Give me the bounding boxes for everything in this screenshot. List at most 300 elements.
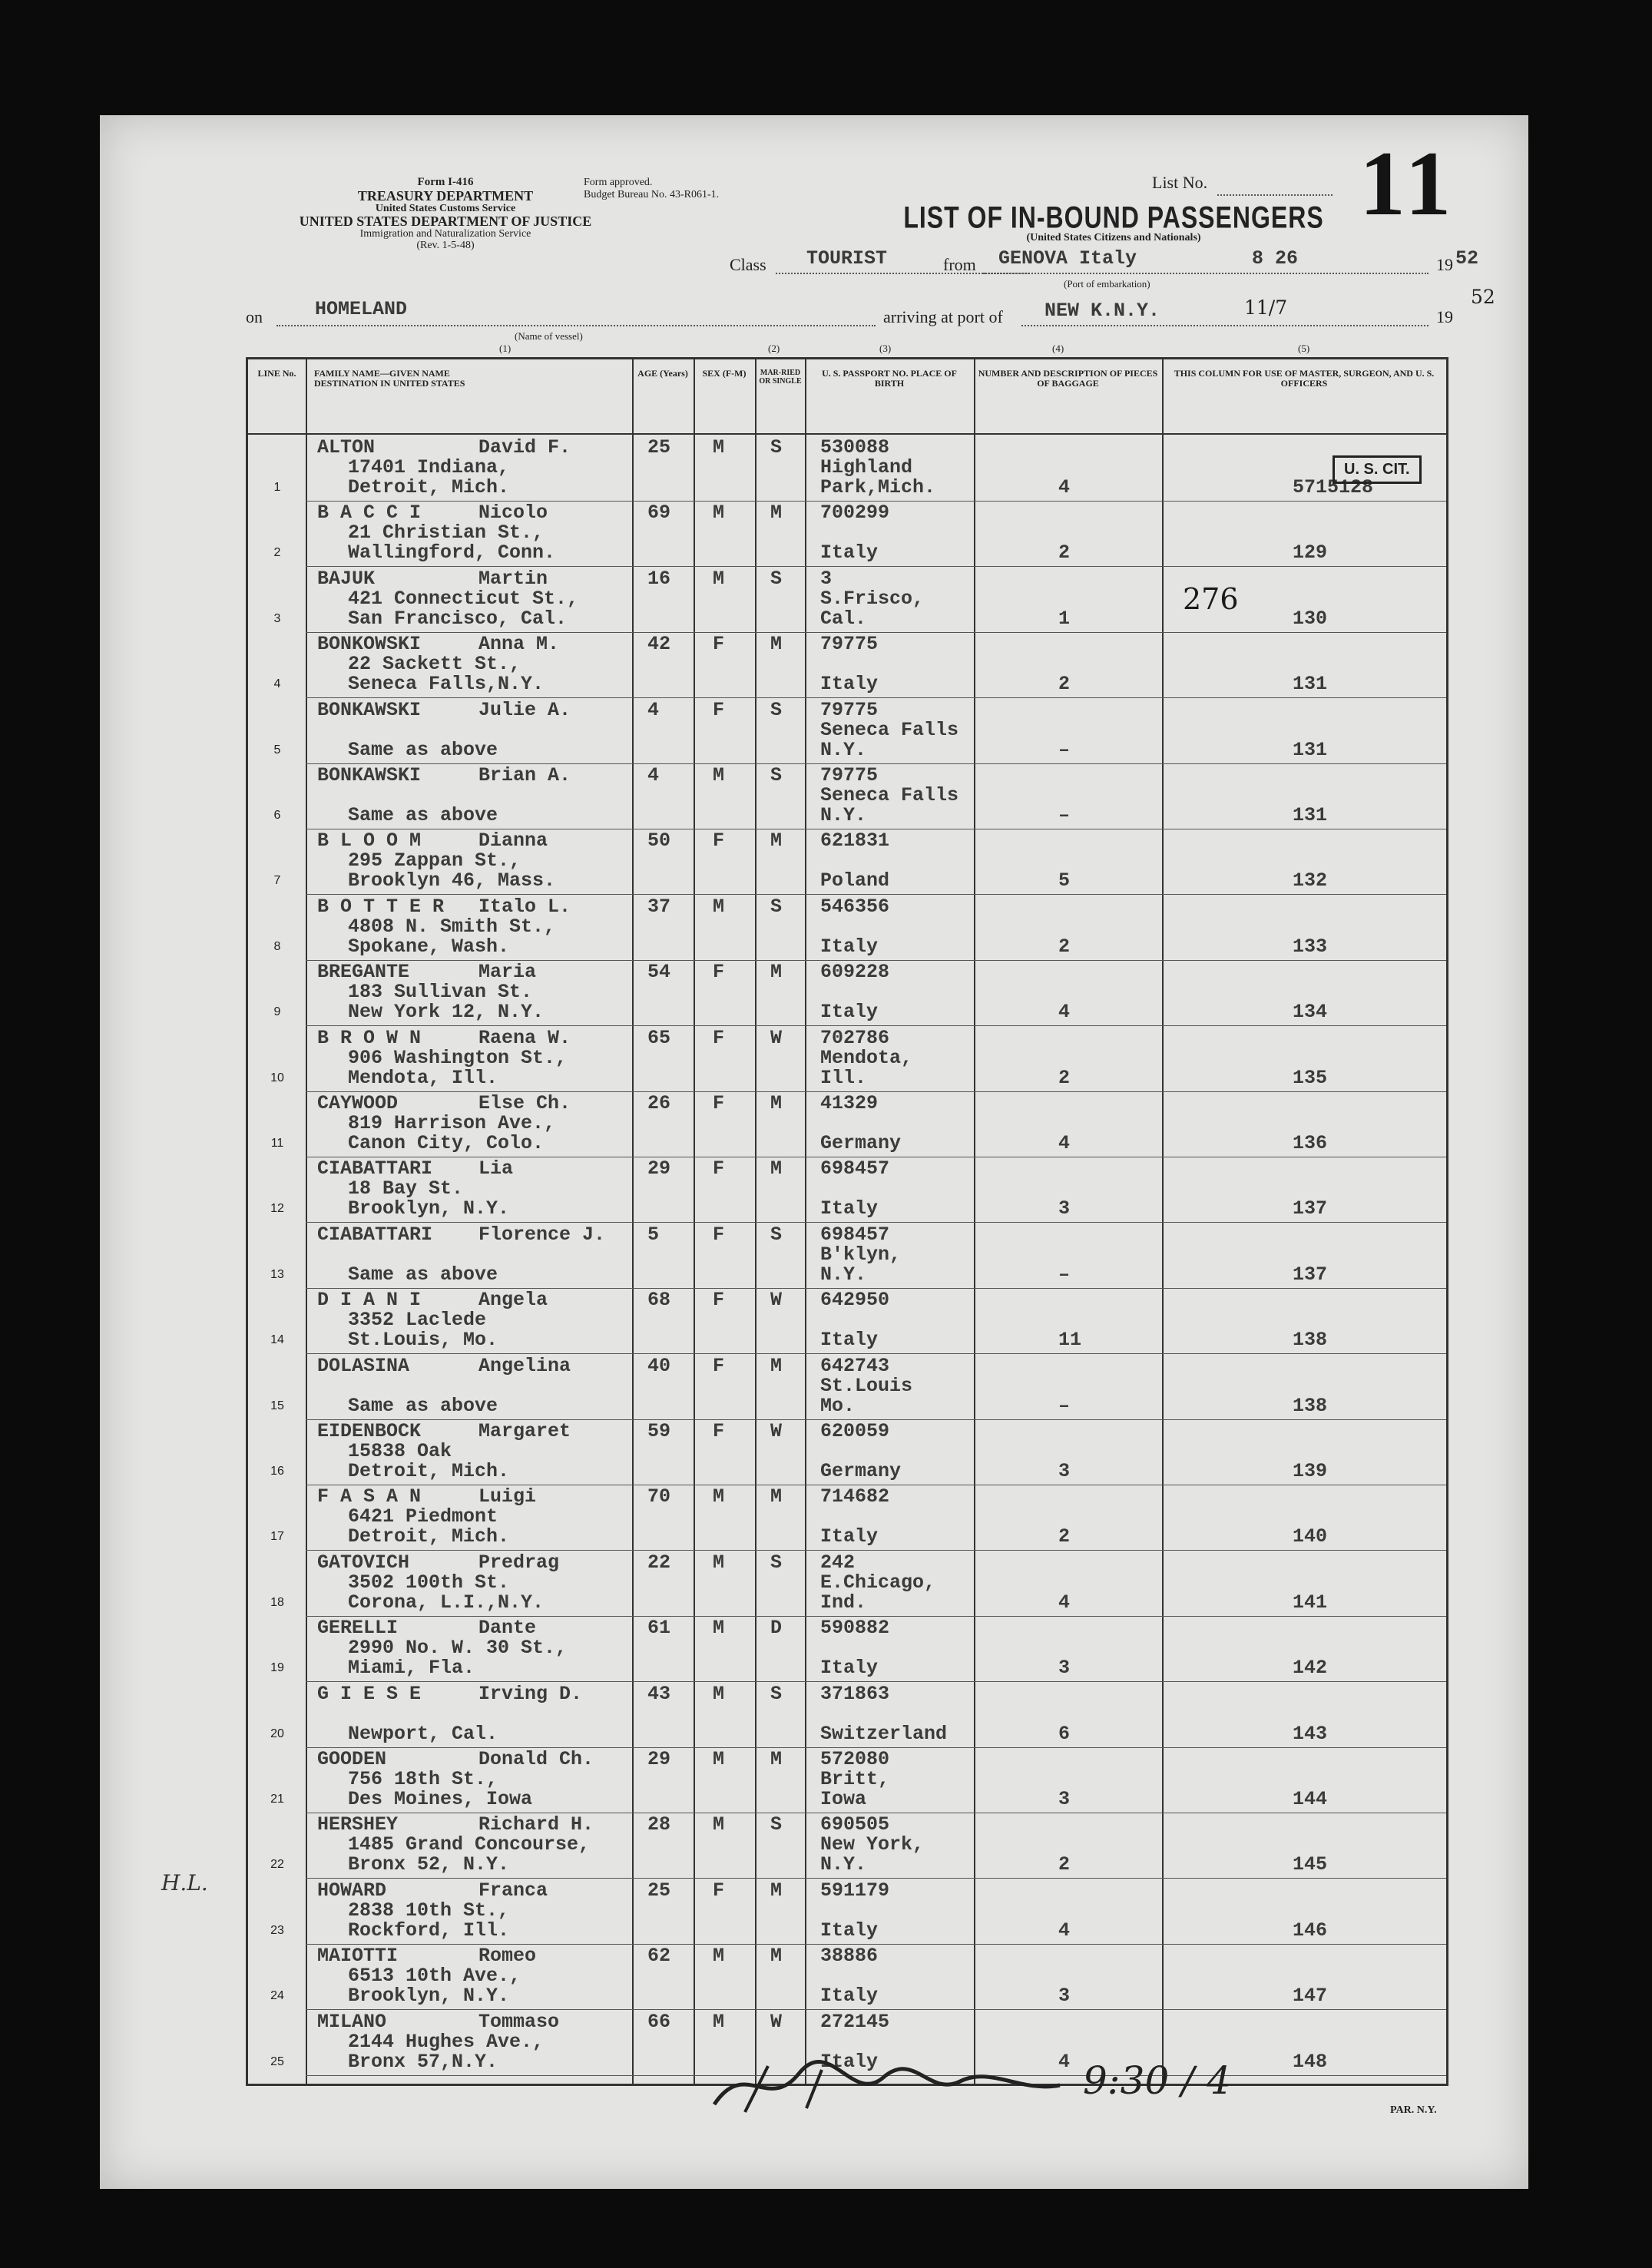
- age: 16: [647, 567, 671, 590]
- sex: M: [713, 567, 725, 590]
- passport-no: 371863: [820, 1682, 890, 1705]
- header-officers: THIS COLUMN FOR USE OF MASTER, SURGEON, AND U. S. OFFICERS: [1174, 368, 1435, 389]
- baggage-count: –: [1058, 1394, 1071, 1417]
- officer-number: 131: [1293, 673, 1328, 696]
- address-line2: Same as above: [348, 738, 498, 761]
- marital-status: S: [770, 1682, 783, 1705]
- given-name: Julie A.: [478, 698, 571, 721]
- baggage-count: 2: [1058, 1853, 1071, 1876]
- birth-place-1: Britt,: [820, 1768, 890, 1790]
- marital-status: W: [770, 1289, 783, 1312]
- line-number: 15: [270, 1399, 284, 1412]
- address-line2: Detroit, Mich.: [348, 476, 510, 498]
- list-number: 11: [1359, 132, 1456, 234]
- officer-number: 148: [1293, 2050, 1328, 2073]
- birth-place-1: New York,: [820, 1833, 925, 1856]
- given-name: Predrag: [478, 1551, 560, 1574]
- ins-service: Immigration and Naturalization Service: [359, 228, 531, 240]
- sex: M: [713, 1551, 725, 1574]
- officer-number: 136: [1293, 1132, 1328, 1154]
- page-subtitle: (United States Citizens and Nationals): [1026, 232, 1201, 243]
- line-number: 13: [270, 1267, 284, 1281]
- list-no-rule: [1217, 194, 1333, 196]
- address-line2: St.Louis, Mo.: [348, 1329, 498, 1352]
- family-name: CIABATTARI: [317, 1223, 433, 1246]
- table-row: [248, 1748, 1446, 1813]
- line-number: 21: [270, 1793, 284, 1806]
- marital-status: S: [770, 436, 783, 459]
- given-name: Lia: [478, 1157, 514, 1180]
- marital-status: S: [770, 698, 783, 721]
- marital-status: W: [770, 1026, 783, 1049]
- marital-status: S: [770, 1223, 783, 1246]
- sex: F: [713, 1354, 725, 1377]
- marital-status: S: [770, 1551, 783, 1574]
- table-row: [248, 502, 1446, 567]
- birth-place-2: Italy: [820, 2050, 879, 2073]
- family-name: MAIOTTI: [317, 1945, 399, 1968]
- officer-number: 137: [1293, 1197, 1328, 1220]
- passport-no: 79775: [820, 698, 879, 721]
- address-line2: Detroit, Mich.: [348, 1460, 510, 1482]
- marital-status: S: [770, 567, 783, 590]
- sex: F: [713, 1223, 725, 1246]
- birth-place-2: Italy: [820, 541, 879, 565]
- line-number: 1: [273, 481, 281, 494]
- sex: F: [713, 1092, 725, 1114]
- address-line2: New York 12, N.Y.: [348, 1001, 545, 1024]
- line-number: 8: [273, 939, 281, 953]
- arrival-date: 11/7: [1244, 296, 1288, 319]
- address-line1: 4808 N. Smith St.,: [348, 915, 556, 938]
- age: 29: [647, 1748, 671, 1770]
- given-name: Else Ch.: [478, 1092, 571, 1114]
- line-number: 23: [270, 1923, 284, 1937]
- given-name: Margaret: [478, 1420, 571, 1442]
- family-name: BONKOWSKI: [317, 633, 422, 656]
- embark-date: 8 26: [1252, 247, 1299, 270]
- birth-place-2: Poland: [820, 869, 890, 892]
- age: 59: [647, 1420, 671, 1442]
- address-line1: 3502 100th St.: [348, 1571, 510, 1594]
- address-line2: Bronx 52, N.Y.: [348, 1853, 510, 1876]
- baggage-count: –: [1058, 1263, 1071, 1286]
- address-line2: Des Moines, Iowa: [348, 1788, 533, 1810]
- passport-no: 702786: [820, 1026, 890, 1049]
- header-sex: SEX (F-M): [702, 368, 747, 379]
- passport-no: 41329: [820, 1092, 879, 1114]
- sex: M: [713, 502, 725, 525]
- birth-place-2: Germany: [820, 1132, 902, 1154]
- address-line2: Detroit, Mich.: [348, 1525, 510, 1548]
- form-approved: [584, 177, 719, 201]
- baggage-count: 4: [1058, 1591, 1071, 1614]
- class-value: TOURIST: [806, 247, 888, 270]
- birth-place-2: Italy: [820, 673, 879, 696]
- table-row: [248, 1223, 1446, 1289]
- officer-number: 131: [1293, 804, 1328, 826]
- line-number: 17: [270, 1530, 284, 1544]
- vessel-name: HOMELAND: [315, 298, 408, 320]
- year-value-2: 52: [1471, 286, 1495, 308]
- officer-number: 138: [1293, 1394, 1328, 1417]
- page-title: LIST OF IN-BOUND PASSENGERS: [903, 200, 1324, 234]
- sex: F: [713, 1289, 725, 1312]
- marital-status: M: [770, 1945, 783, 1968]
- table-row: [248, 633, 1446, 698]
- address-line1: 906 Washington St.,: [348, 1046, 568, 1069]
- birth-place-2: Italy: [820, 1197, 879, 1220]
- printer-mark: PAR. N.Y.: [1390, 2104, 1437, 2116]
- passport-no: 698457: [820, 1223, 890, 1246]
- address-line1: 17401 Indiana,: [348, 456, 510, 478]
- birth-place-2: Italy: [820, 1919, 879, 1942]
- age: 37: [647, 895, 671, 918]
- us-citizen-stamp: U. S. CIT.: [1333, 455, 1422, 484]
- passport-no: 242: [820, 1551, 856, 1574]
- age: 4: [647, 698, 660, 721]
- marital-status: S: [770, 764, 783, 786]
- table-row: [248, 1289, 1446, 1354]
- birth-place-1: S.Frisco,: [820, 587, 925, 610]
- birth-place-2: N.Y.: [820, 738, 867, 761]
- passport-no: 609228: [820, 961, 890, 984]
- line-number: 24: [270, 1989, 284, 2003]
- age: 25: [647, 436, 671, 459]
- line-number: 18: [270, 1595, 284, 1609]
- treasury-dept: TREASURY DEPARTMENT: [357, 187, 534, 204]
- marital-status: M: [770, 1748, 783, 1770]
- baggage-count: 4: [1058, 1919, 1071, 1942]
- given-name: Italo L.: [478, 895, 571, 918]
- birth-place-2: Italy: [820, 1329, 879, 1352]
- address-line2: Same as above: [348, 1263, 498, 1286]
- col-num-3: (3): [879, 343, 892, 354]
- table-row: [248, 1683, 1446, 1748]
- passport-no: 642950: [820, 1289, 890, 1312]
- family-name: GERELLI: [317, 1617, 399, 1640]
- budget-bureau-line: Budget Bureau No. 43-R061-1.: [584, 189, 720, 201]
- given-name: Donald Ch.: [478, 1748, 594, 1770]
- table-row: [248, 1813, 1446, 1879]
- age: 68: [647, 1289, 671, 1312]
- officer-number: 133: [1293, 935, 1328, 958]
- family-name: B L O O M: [317, 829, 422, 853]
- address-line2: Newport, Cal.: [348, 1722, 498, 1745]
- officer-number: 145: [1293, 1853, 1328, 1876]
- given-name: Tommaso: [478, 2010, 560, 2033]
- marital-status: M: [770, 829, 783, 853]
- officer-number: 137: [1293, 1263, 1328, 1286]
- line-number: 20: [270, 1727, 284, 1740]
- given-name: Angelina: [478, 1354, 571, 1377]
- officer-number: 140: [1293, 1525, 1328, 1548]
- officer-number: 146: [1293, 1919, 1328, 1942]
- marital-status: M: [770, 1092, 783, 1114]
- header-line: LINE No.: [257, 368, 296, 379]
- birth-place-2: Italy: [820, 1657, 879, 1680]
- line-number: 22: [270, 1858, 284, 1872]
- from-rule: [983, 273, 1429, 274]
- age: 40: [647, 1354, 671, 1377]
- form-number: Form I-416: [417, 176, 474, 188]
- address-line2: Rockford, Ill.: [348, 1919, 510, 1942]
- manifest-sheet: [100, 115, 1528, 2189]
- table-row: [248, 961, 1446, 1026]
- address-line2: Same as above: [348, 804, 498, 826]
- family-name: GOODEN: [317, 1748, 387, 1770]
- birth-place-2: N.Y.: [820, 1853, 867, 1876]
- given-name: Luigi: [478, 1485, 537, 1508]
- passport-no: 590882: [820, 1617, 890, 1640]
- line-number: 11: [270, 1137, 284, 1150]
- officer-signature: [699, 2051, 1237, 2124]
- birth-place-1: E.Chicago,: [820, 1571, 936, 1594]
- table-row: [248, 896, 1446, 961]
- address-line1: 756 18th St.,: [348, 1768, 498, 1790]
- baggage-count: –: [1058, 738, 1071, 761]
- birth-place-2: Park,Mich.: [820, 476, 936, 498]
- given-name: Irving D.: [478, 1682, 583, 1705]
- given-name: Brian A.: [478, 764, 571, 786]
- sex: F: [713, 829, 725, 853]
- col-num-1: (1): [499, 343, 511, 354]
- passport-no: 79775: [820, 633, 879, 656]
- birth-place-2: N.Y.: [820, 804, 867, 826]
- family-name: EIDENBOCK: [317, 1420, 422, 1442]
- line-number: 25: [270, 2054, 284, 2068]
- col-num-4: (4): [1052, 343, 1064, 354]
- sex: M: [713, 1945, 725, 1968]
- passport-no: 272145: [820, 2010, 890, 2033]
- age: 42: [647, 633, 671, 656]
- address-line2: Brooklyn 46, Mass.: [348, 869, 556, 892]
- justice-dept: UNITED STATES DEPARTMENT OF JUSTICE: [299, 214, 592, 230]
- address-line2: Seneca Falls,N.Y.: [348, 673, 545, 696]
- officer-number: 5715128: [1293, 476, 1374, 498]
- birth-place-2: Italy: [820, 1001, 879, 1024]
- address-line1: 421 Connecticut St.,: [348, 587, 579, 610]
- baggage-count: 2: [1058, 673, 1071, 696]
- header-passport: U. S. PASSPORT NO. PLACE OF BIRTH: [822, 368, 957, 389]
- header-name: FAMILY NAME—GIVEN NAME DESTINATION IN UNITED STATES: [314, 368, 465, 389]
- given-name: Dianna: [478, 829, 548, 853]
- table-row: [248, 1617, 1446, 1682]
- birth-place-2: Ind.: [820, 1591, 867, 1614]
- passport-no: 3: [820, 567, 833, 590]
- birth-place-2: Italy: [820, 1985, 879, 2008]
- year-prefix-2: 19: [1436, 307, 1453, 326]
- address-line1: 295 Zappan St.,: [348, 849, 521, 872]
- address-line2: Miami, Fla.: [348, 1657, 475, 1680]
- birth-place-1: St.Louis: [820, 1374, 913, 1397]
- sex: M: [713, 1813, 725, 1836]
- line-number: 19: [270, 1661, 284, 1675]
- line-number: 9: [273, 1005, 281, 1019]
- table-row: [248, 1485, 1446, 1551]
- passport-no: 38886: [820, 1945, 879, 1968]
- address-line1: 3352 Laclede: [348, 1309, 487, 1332]
- baggage-count: 3: [1058, 1460, 1071, 1482]
- table-row: [248, 1027, 1446, 1092]
- address-line1: 819 Harrison Ave.,: [348, 1112, 556, 1134]
- officer-number: 130: [1293, 607, 1328, 630]
- table-row: [248, 764, 1446, 829]
- header-married: MAR-RIED OR SINGLE: [759, 369, 802, 386]
- family-name: B R O W N: [317, 1026, 422, 1049]
- address-line1: 2144 Hughes Ave.,: [348, 2030, 545, 2053]
- address-line2: Wallingford, Conn.: [348, 541, 556, 565]
- list-no-label: List No.: [1152, 173, 1208, 192]
- age: 62: [647, 1945, 671, 1968]
- age: 61: [647, 1617, 671, 1640]
- baggage-count: 2: [1058, 1066, 1071, 1089]
- sex: M: [713, 1682, 725, 1705]
- age: 66: [647, 2010, 671, 2033]
- given-name: Angela: [478, 1289, 548, 1312]
- marital-status: M: [770, 502, 783, 525]
- baggage-count: 11: [1058, 1329, 1082, 1352]
- on-label: on: [246, 307, 263, 326]
- arriving-port: NEW K.N.Y.: [1045, 300, 1160, 322]
- given-name: Raena W.: [478, 1026, 571, 1049]
- age: 50: [647, 829, 671, 853]
- birth-place-2: Ill.: [820, 1066, 867, 1089]
- line-number: 16: [270, 1465, 284, 1478]
- address-line1: 2990 No. W. 30 St.,: [348, 1637, 568, 1660]
- table-row: [248, 1355, 1446, 1420]
- age: 4: [647, 764, 660, 786]
- address-line2: Same as above: [348, 1394, 498, 1417]
- age: 25: [647, 1879, 671, 1902]
- marital-status: M: [770, 1879, 783, 1902]
- given-name: David F.: [478, 436, 571, 459]
- baggage-count: 2: [1058, 935, 1071, 958]
- baggage-count: 3: [1058, 1788, 1071, 1810]
- family-name: D I A N I: [317, 1289, 422, 1312]
- family-name: CIABATTARI: [317, 1157, 433, 1180]
- given-name: Martin: [478, 567, 548, 590]
- family-name: BONKAWSKI: [317, 698, 422, 721]
- address-line1: 6421 Piedmont: [348, 1505, 498, 1528]
- age: 43: [647, 1682, 671, 1705]
- sex: F: [713, 1157, 725, 1180]
- sex: F: [713, 961, 725, 984]
- vessel-rule: [276, 325, 876, 326]
- family-name: G I E S E: [317, 1682, 422, 1705]
- address-line2: Spokane, Wash.: [348, 935, 510, 958]
- table-row: [248, 699, 1446, 764]
- officer-number: 129: [1293, 541, 1328, 565]
- table-row: [248, 1420, 1446, 1485]
- family-name: BREGANTE: [317, 961, 410, 984]
- address-line1: 1485 Grand Concourse,: [348, 1833, 591, 1856]
- vessel-note: (Name of vessel): [515, 330, 583, 342]
- passport-no: 698457: [820, 1157, 890, 1180]
- line-number: 4: [273, 677, 281, 691]
- given-name: Anna M.: [478, 633, 560, 656]
- header-baggage: NUMBER AND DESCRIPTION OF PIECES OF BAGGAGE: [978, 368, 1158, 389]
- sex: F: [713, 1026, 725, 1049]
- table-row: [248, 436, 1446, 502]
- baggage-count: 1: [1058, 607, 1071, 630]
- family-name: ALTON: [317, 436, 376, 459]
- given-name: Florence J.: [478, 1223, 606, 1246]
- sex: M: [713, 1485, 725, 1508]
- port-embark-note: (Port of embarkation): [1064, 278, 1150, 290]
- family-name: DOLASINA: [317, 1354, 410, 1377]
- birth-place-1: Highland: [820, 456, 913, 478]
- age: 26: [647, 1092, 671, 1114]
- from-label: from: [943, 255, 976, 274]
- marital-status: M: [770, 961, 783, 984]
- marital-status: M: [770, 1354, 783, 1377]
- sex: M: [713, 2010, 725, 2033]
- line-number: 3: [273, 611, 281, 625]
- age: 5: [647, 1223, 660, 1246]
- marital-status: W: [770, 2010, 783, 2033]
- birth-place-1: Seneca Falls: [820, 718, 959, 741]
- family-name: B O T T E R: [317, 895, 445, 918]
- age: 22: [647, 1551, 671, 1574]
- officer-number: 131: [1293, 738, 1328, 761]
- sex: M: [713, 895, 725, 918]
- marital-status: D: [770, 1617, 783, 1640]
- family-name: CAYWOOD: [317, 1092, 399, 1114]
- line-number: 10: [270, 1071, 284, 1084]
- baggage-count: 3: [1058, 1197, 1071, 1220]
- given-name: Dante: [478, 1617, 537, 1640]
- address-line2: Bronx 57,N.Y.: [348, 2050, 498, 2073]
- passport-no: 620059: [820, 1420, 890, 1442]
- sex: F: [713, 1420, 725, 1442]
- margin-note: H.L.: [161, 1870, 208, 1896]
- baggage-count: 2: [1058, 1525, 1071, 1548]
- given-name: Nicolo: [478, 502, 548, 525]
- passport-no: 591179: [820, 1879, 890, 1902]
- age: 65: [647, 1026, 671, 1049]
- passenger-table: [246, 357, 1448, 2086]
- passport-no: 642743: [820, 1354, 890, 1377]
- passport-no: 79775: [820, 764, 879, 786]
- baggage-count: 2: [1058, 541, 1071, 565]
- approved-line: Form approved.: [584, 177, 653, 188]
- officer-number: 139: [1293, 1460, 1328, 1482]
- line-number: 2: [273, 546, 281, 560]
- sex: F: [713, 1879, 725, 1902]
- birth-place-2: Cal.: [820, 607, 867, 630]
- arriving-label: arriving at port of: [883, 307, 1003, 326]
- age: 69: [647, 502, 671, 525]
- passport-no: 530088: [820, 436, 890, 459]
- family-name: HERSHEY: [317, 1813, 399, 1836]
- birth-place-1: B'klyn,: [820, 1243, 902, 1266]
- address-line2: Corona, L.I.,N.Y.: [348, 1591, 545, 1614]
- table-row: [248, 568, 1446, 633]
- given-name: Maria: [478, 961, 537, 984]
- officer-number: 147: [1293, 1985, 1328, 2008]
- age: 28: [647, 1813, 671, 1836]
- passport-no: 546356: [820, 895, 890, 918]
- officer-number: 134: [1293, 1001, 1328, 1024]
- family-name: B A C C I: [317, 502, 422, 525]
- address-line1: 15838 Oak: [348, 1440, 452, 1462]
- handwritten-number: 276: [1183, 582, 1239, 616]
- sex: M: [713, 1617, 725, 1640]
- passport-no: 621831: [820, 829, 890, 853]
- marital-status: M: [770, 1157, 783, 1180]
- address-line2: Brooklyn, N.Y.: [348, 1197, 510, 1220]
